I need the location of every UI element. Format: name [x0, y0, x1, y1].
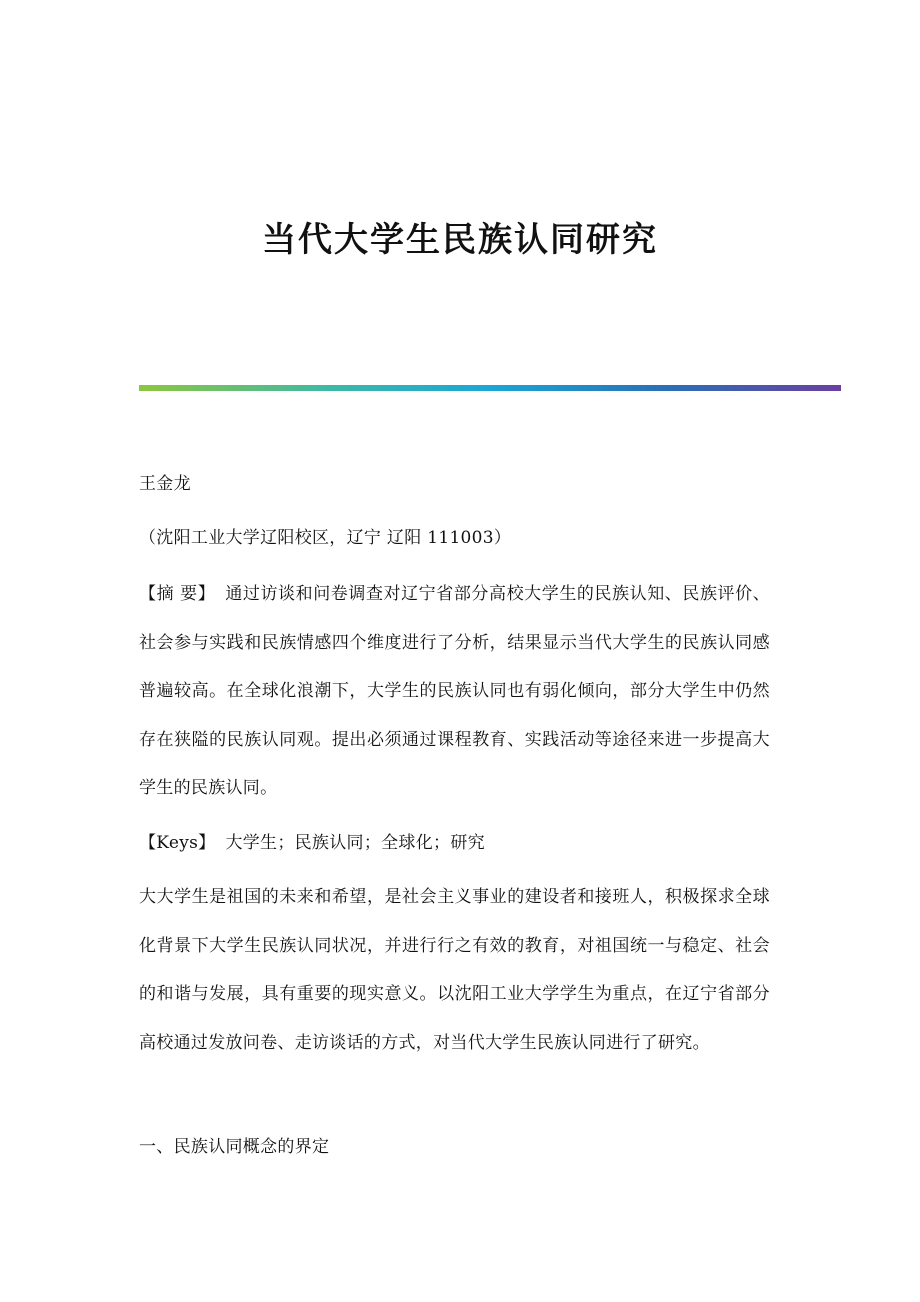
- keywords-label: 【Keys】: [139, 833, 216, 853]
- abstract-paragraph: [139, 570, 770, 813]
- title-divider: [139, 385, 841, 391]
- section-heading: 一、民族认同概念的界定: [139, 1137, 330, 1157]
- keywords-text: 大学生；民族认同；全球化；研究: [225, 833, 485, 853]
- abstract-label: 【摘 要】: [139, 584, 216, 604]
- author-name: 王金龙: [139, 474, 191, 494]
- author-affiliation: （沈阳工业大学辽阳校区，辽宁 辽阳 111003）: [139, 528, 512, 548]
- paper-title: 当代大学生民族认同研究: [262, 220, 658, 260]
- intro-paragraph: 大大学生是祖国的未来和希望，是社会主义事业的建设者和接班人，积极探求全球化背景下大学生民族认同状况，并进行行之有效的教育，对祖国统一与稳定、社会的和谐与发展，具有重要的现实意义。以沈阳工业大学学生为重点，在辽宁省部分高校通过发放问卷、走访谈话的方式，对当代大学生民族认同进行了研究。: [139, 887, 770, 1053]
- keywords-paragraph: [139, 819, 770, 868]
- abstract-text: 通过访谈和问卷调查对辽宁省部分高校大学生的民族认知、民族评价、社会参与实践和民族情感四个维度进行了分析，结果显示当代大学生的民族认同感普遍较高。在全球化浪潮下，大学生的民族认同也有弱化倾向，部分大学生中仍然存在狭隘的民族认同观。提出必须通过课程教育、实践活动等途径来进一步提高大学生的民族认同。: [139, 584, 770, 798]
